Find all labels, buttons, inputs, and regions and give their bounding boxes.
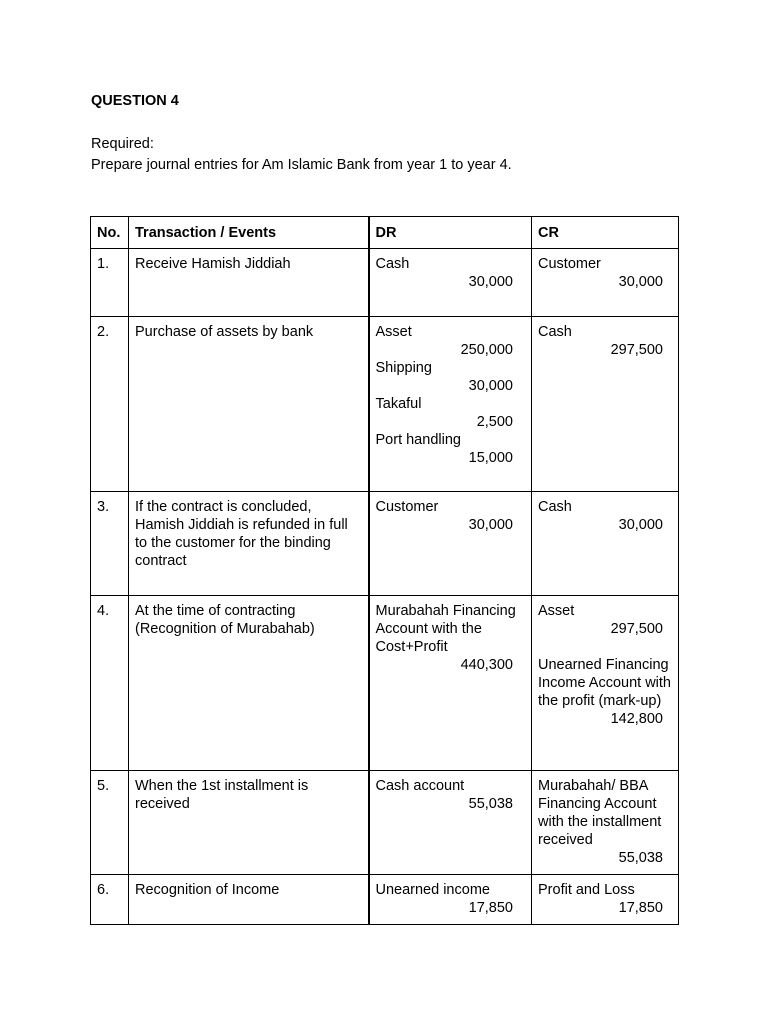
dr-cell xyxy=(369,492,532,596)
cr-account: Murabahah/ BBA Financing Account with the installment received xyxy=(538,778,662,848)
dr-account: Cash xyxy=(375,256,410,272)
row-number: 2. xyxy=(91,317,129,492)
required-label: Required: xyxy=(91,136,154,152)
dr-amount: 55,038 xyxy=(468,796,513,812)
cr-amount: 30,000 xyxy=(618,517,663,533)
header-no: No. xyxy=(91,217,129,249)
dr-amount: 30,000 xyxy=(468,378,513,394)
table-row xyxy=(91,875,679,925)
cr-cell xyxy=(532,875,679,925)
row-number: 4. xyxy=(91,596,129,771)
cr-account: Cash xyxy=(538,499,572,515)
cr-account: Cash xyxy=(538,324,572,340)
cr-amount: 30,000 xyxy=(618,274,663,290)
row-number: 1. xyxy=(91,249,129,317)
dr-cell xyxy=(369,317,532,492)
dr-amount: 30,000 xyxy=(468,517,513,533)
journal-table xyxy=(90,216,679,925)
dr-cell xyxy=(369,249,532,317)
cr-account: Profit and Loss xyxy=(538,882,635,898)
table-row xyxy=(91,771,679,875)
dr-account: Shipping xyxy=(375,360,432,376)
dr-amount: 17,850 xyxy=(468,900,513,916)
transaction-text: At the time of contracting (Recognition of Murabahab) xyxy=(129,596,369,771)
dr-account: Port handling xyxy=(375,432,461,448)
cr-cell xyxy=(532,771,679,875)
row-number: 5. xyxy=(91,771,129,875)
row-number: 6. xyxy=(91,875,129,925)
cr-amount: 17,850 xyxy=(618,900,663,916)
table-header-row xyxy=(91,217,679,249)
header-cr: CR xyxy=(532,217,679,249)
dr-account: Takaful xyxy=(375,396,422,412)
requirement-block xyxy=(91,134,512,176)
dr-cell xyxy=(369,875,532,925)
dr-account: Customer xyxy=(375,499,439,515)
transaction-text: When the 1st installment is received xyxy=(129,771,369,875)
dr-amount: 2,500 xyxy=(476,414,513,430)
row-number: 3. xyxy=(91,492,129,596)
dr-account: Asset xyxy=(375,324,412,340)
cr-cell xyxy=(532,249,679,317)
header-dr: DR xyxy=(369,217,532,249)
dr-account: Murabahah Financing Account with the Cost+Profit xyxy=(375,603,516,655)
dr-amount: 250,000 xyxy=(460,342,513,358)
table-row xyxy=(91,492,679,596)
cr-account: Unearned Financing Income Account with the profit (mark-up) xyxy=(538,657,671,709)
dr-cell xyxy=(369,771,532,875)
dr-amount: 440,300 xyxy=(460,657,513,673)
cr-amount: 297,500 xyxy=(610,342,663,358)
dr-account: Unearned income xyxy=(375,882,490,898)
transaction-text: If the contract is concluded, Hamish Jiddiah is refunded in full to the customer for the binding contract xyxy=(129,492,369,596)
transaction-text: Recognition of Income xyxy=(129,875,369,925)
cr-account: Asset xyxy=(538,603,575,619)
cr-amount: 142,800 xyxy=(610,711,663,727)
cr-cell xyxy=(532,492,679,596)
cr-amount: 55,038 xyxy=(618,850,663,866)
spacer xyxy=(538,638,672,656)
table-row xyxy=(91,317,679,492)
transaction-text: Receive Hamish Jiddiah xyxy=(129,249,369,317)
transaction-text: Purchase of assets by bank xyxy=(129,317,369,492)
table-row xyxy=(91,249,679,317)
dr-cell xyxy=(369,596,532,771)
cr-cell xyxy=(532,317,679,492)
table-row xyxy=(91,596,679,771)
dr-amount: 30,000 xyxy=(468,274,513,290)
cr-amount: 297,500 xyxy=(610,621,663,637)
dr-amount: 15,000 xyxy=(468,450,513,466)
dr-account: Cash account xyxy=(375,778,465,794)
page-title: QUESTION 4 xyxy=(91,93,179,109)
cr-cell xyxy=(532,596,679,771)
cr-account: Customer xyxy=(538,256,601,272)
header-transaction: Transaction / Events xyxy=(129,217,369,249)
instruction-text: Prepare journal entries for Am Islamic Bank from year 1 to year 4. xyxy=(91,157,512,173)
